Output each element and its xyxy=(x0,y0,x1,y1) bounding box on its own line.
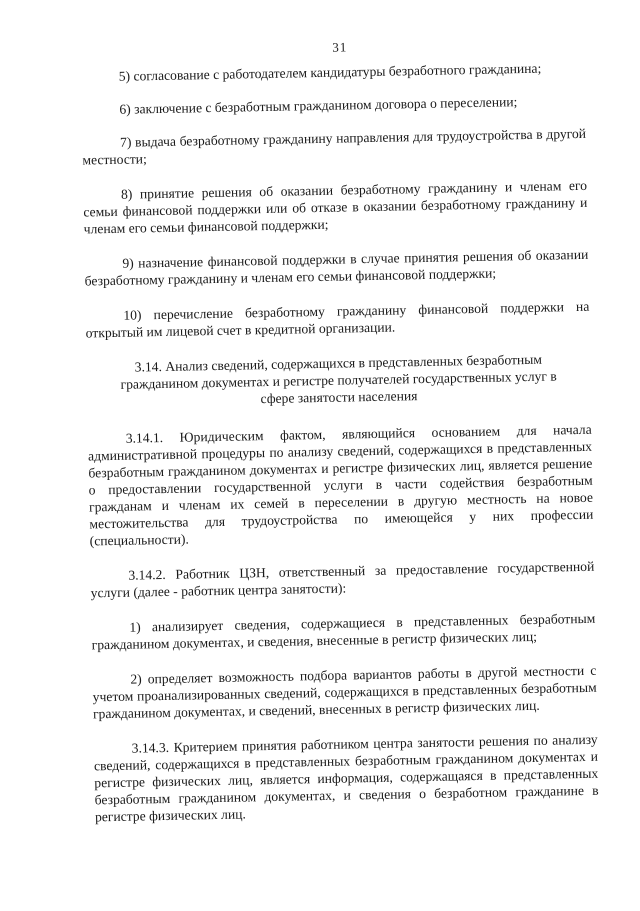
list-item-6: 6) заключение с безработным гражданином договора о переселении; xyxy=(119,94,518,117)
document-body xyxy=(81,59,600,844)
list-item-8: 8) принятие решения об оказании безработному гражданину и членам его семьи финансовой поддержки или об отказе в оказании безработному гражданину и членам его семьи финансовой поддержки; xyxy=(83,177,588,237)
paragraph-3-14-2: 3.14.2. Работник ЦЗН, ответственный за предоставление государственной услуги (далее - работник центра занятости): xyxy=(90,558,595,601)
list-item-7: 7) выдача безработному гражданину направления для трудоустройства в другой местности; xyxy=(82,125,587,168)
paragraph-subitem-2: 2) определяет возможность подбора вариантов работы в другой местности с учетом проанализированных сведений, содержащихся в представленных безработным гражданином документах, и сведений, внесенных в регистр физических лиц. xyxy=(92,662,597,722)
paragraph-3-14-1: 3.14.1. Юридическим фактом, являющийся основанием для начала административной процедуры по анализу сведений, содержащихся в представленных безработным гражданином документах и регистре физических лиц, является решение о предоставлении государственной услуги в части содействия безработным гражданам и членам их семей в переселении в другую местность на новое местожительства для трудоустройства по имеющейся у них профессии (специальности). xyxy=(87,421,594,549)
paragraph-subitem-1: 1) анализирует сведения, содержащиеся в представленных безработным гражданином документах, и сведения, внесенные в регистр физических лиц; xyxy=(91,610,596,653)
page-number: 31 xyxy=(332,39,348,55)
section-heading: 3.14. Анализ сведений, содержащихся в представленных безработным гражданином документах и регистре получателей государственных услуг в сфере занятости населения xyxy=(120,351,557,407)
list-item-10: 10) перечисление безработному гражданину финансовой поддержки на открытый им лицевой счет в кредитной организации. xyxy=(85,298,590,341)
list-item-9: 9) назначение финансовой поддержки в случае принятия решения об оказании безработному гражданину и членам его семьи финансовой поддержки; xyxy=(84,246,589,289)
paragraph-3-14-3: 3.14.3. Критерием принятия работником центра занятости решения по анализу сведений, содержащихся в представленных безработным гражданином документах и регистре физических лиц, является информация, содержащаяся в представленных безработным гражданином документах, и сведения о безработном гражданине в регистре физических лиц. xyxy=(93,731,599,825)
list-item-5: 5) согласование с работодателем кандидатуры безработного гражданина; xyxy=(118,60,542,84)
